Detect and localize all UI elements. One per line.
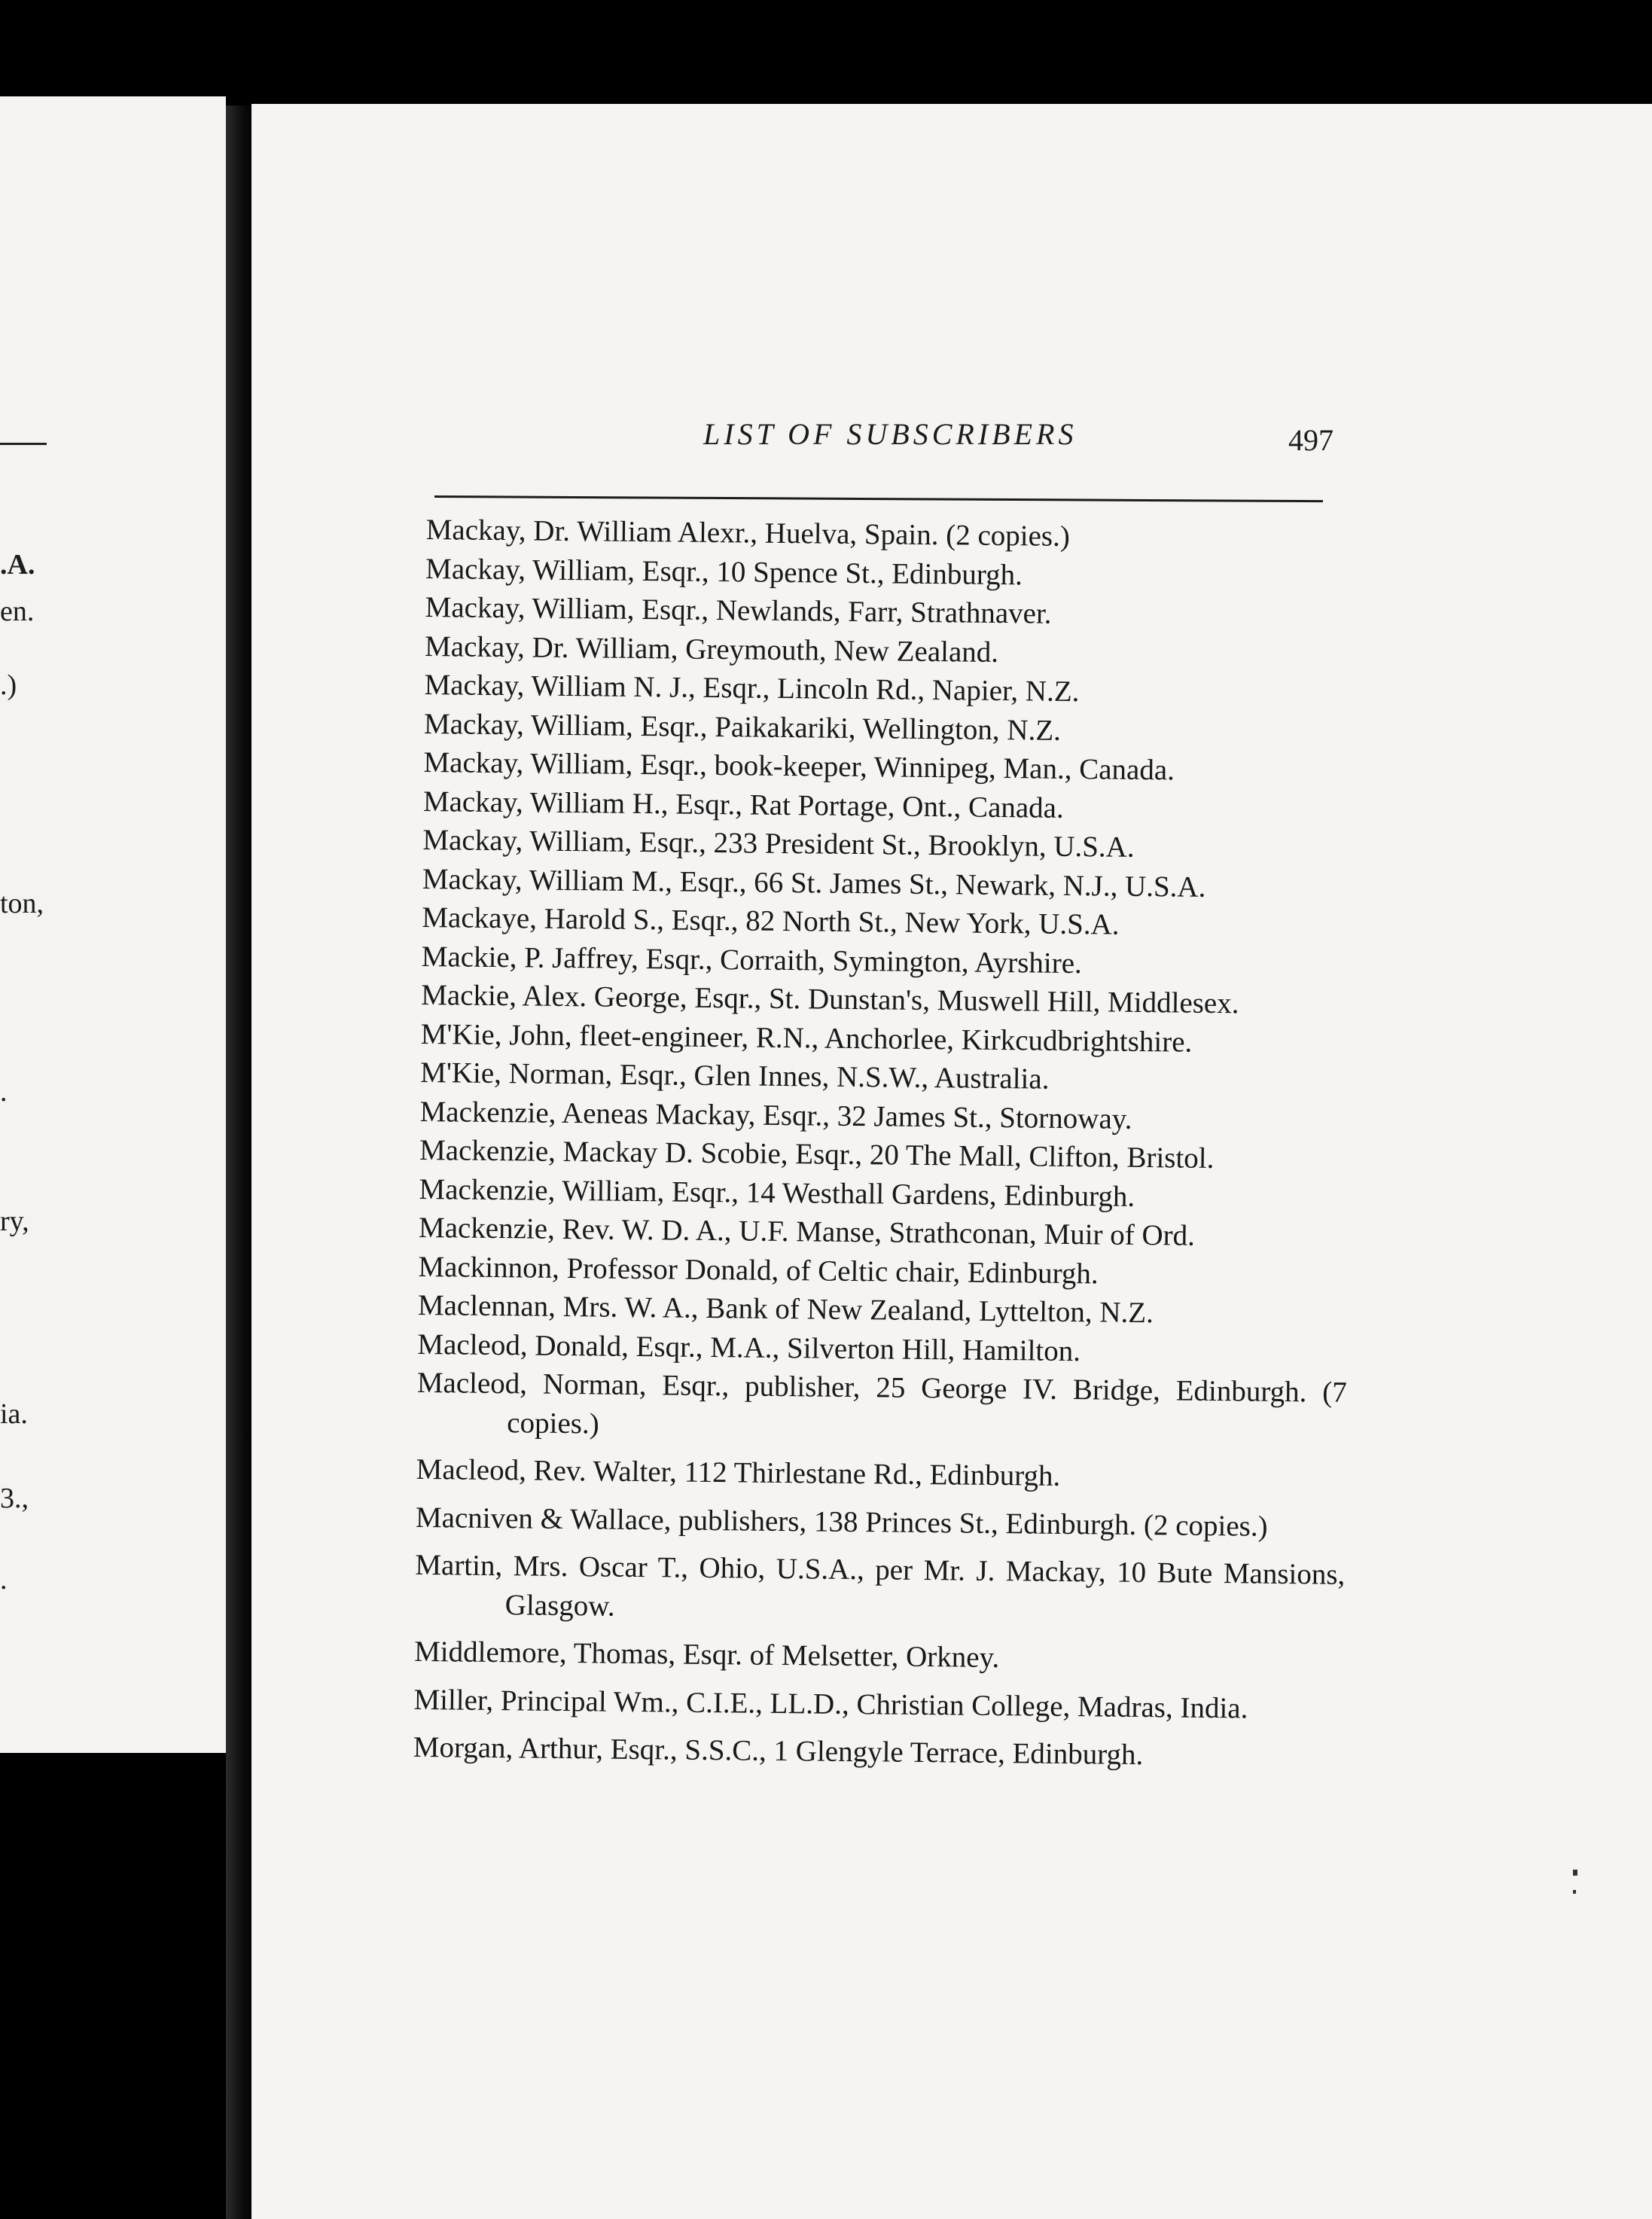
subscriber-entry: Macleod, Donald, Esqr., M.A., Silverton Hill, Hamilton. <box>417 1327 1081 1367</box>
subscriber-entry: Mackenzie, Rev. W. D. A., U.F. Manse, Strathconan, Muir of Ord. <box>418 1211 1196 1252</box>
subscriber-entry: Mackay, William, Esqr., Paikakariki, Wellington, N.Z. <box>423 707 1062 747</box>
previous-page-fragment: . <box>0 1564 8 1596</box>
previous-page-rule <box>0 443 47 445</box>
subscriber-entry: Mackay, Dr. William, Greymouth, New Zealand. <box>424 629 999 669</box>
previous-page-fragment: ia. <box>0 1398 28 1430</box>
previous-page-fragment: 3., <box>0 1483 29 1514</box>
subscriber-entry: Mackie, Alex. George, Esqr., St. Dunstan's, Muswell Hill, Middlesex. <box>421 978 1239 1020</box>
subscriber-entry: Mackaye, Harold S., Esqr., 82 North St., New York, U.S.A. <box>422 901 1120 941</box>
subscriber-list <box>413 511 1356 1776</box>
previous-page-fragment: . <box>0 1076 8 1108</box>
header-rule <box>434 495 1323 502</box>
page-number: 497 <box>1288 423 1333 457</box>
previous-page-fragment: ry, <box>0 1206 29 1237</box>
subscriber-entry: Morgan, Arthur, Esqr., S.S.C., 1 Glengyle Terrace, Edinburgh. <box>413 1730 1144 1772</box>
subscriber-entry: Mackie, P. Jaffrey, Esqr., Corraith, Symington, Ayrshire. <box>421 940 1083 980</box>
subscriber-entry: Mackay, William, Esqr., book-keeper, Winnipeg, Man., Canada. <box>423 745 1175 787</box>
previous-page-fragment: ton, <box>0 888 44 919</box>
subscriber-entry: Martin, Mrs. Oscar T., Ohio, U.S.A., per Mr. J. Mackay, 10 Bute Mansions, Glasgow. <box>415 1548 1346 1623</box>
subscriber-entry: Macleod, Norman, Esqr., publisher, 25 George IV. Bridge, Edinburgh. (7 copies.) <box>416 1366 1348 1440</box>
subscriber-entry: M'Kie, John, fleet-engineer, R.N., Anchorlee, Kirkcudbrightshire. <box>420 1017 1193 1059</box>
subscriber-entry: Mackenzie, Aeneas Mackay, Esqr., 32 James St., Stornoway. <box>419 1095 1132 1135</box>
previous-page-fragment: .) <box>0 669 17 701</box>
previous-page-fragment: en. <box>0 596 35 627</box>
subscriber-entry: Middlemore, Thomas, Esqr. of Melsetter, Orkney. <box>413 1635 1000 1675</box>
subscriber-entry: Mackenzie, William, Esqr., 14 Westhall Gardens, Edinburgh. <box>419 1172 1135 1213</box>
subscriber-entry: Maclennan, Mrs. W. A., Bank of New Zealand, Lyttelton, N.Z. <box>417 1288 1154 1330</box>
subscriber-entry: Mackay, William, Esqr., 10 Spence St., Edinburgh. <box>425 552 1023 591</box>
margin-speck <box>1573 1870 1577 1876</box>
previous-page-edge <box>0 96 226 1753</box>
subscriber-entry: Macleod, Rev. Walter, 112 Thirlestane Rd., Edinburgh. <box>416 1452 1061 1492</box>
book-page <box>251 104 1652 2219</box>
subscriber-entry: Mackay, William H., Esqr., Rat Portage, Ont., Canada. <box>422 785 1064 825</box>
subscriber-entry: Mackay, William, Esqr., 233 President St., Brooklyn, U.S.A. <box>422 823 1135 864</box>
subscriber-entry: Mackay, Dr. William Alexr., Huelva, Spain. (2 copies.) <box>425 513 1071 553</box>
margin-speck <box>1573 1890 1576 1894</box>
subscriber-entry: Mackay, William N. J., Esqr., Lincoln Rd., Napier, N.Z. <box>424 668 1080 709</box>
subscriber-entry: Mackay, William, Esqr., Newlands, Farr, Strathnaver. <box>425 590 1052 630</box>
running-head: LIST OF SUBSCRIBERS <box>703 417 1077 451</box>
subscriber-entry: M'Kie, Norman, Esqr., Glen Innes, N.S.W., Australia. <box>419 1056 1050 1096</box>
subscriber-entry: Miller, Principal Wm., C.I.E., LL.D., Christian College, Madras, India. <box>413 1683 1248 1725</box>
subscriber-entry: Mackinnon, Professor Donald, of Celtic chair, Edinburgh. <box>418 1250 1099 1290</box>
previous-page-fragment: .A. <box>0 549 35 581</box>
subscriber-entry: Mackay, William M., Esqr., 66 St. James St., Newark, N.J., U.S.A. <box>422 862 1206 904</box>
subscriber-entry: Macniven & Wallace, publishers, 138 Princes St., Edinburgh. (2 copies.) <box>415 1501 1268 1543</box>
subscriber-entry: Mackenzie, Mackay D. Scobie, Esqr., 20 The Mall, Clifton, Bristol. <box>419 1133 1215 1175</box>
